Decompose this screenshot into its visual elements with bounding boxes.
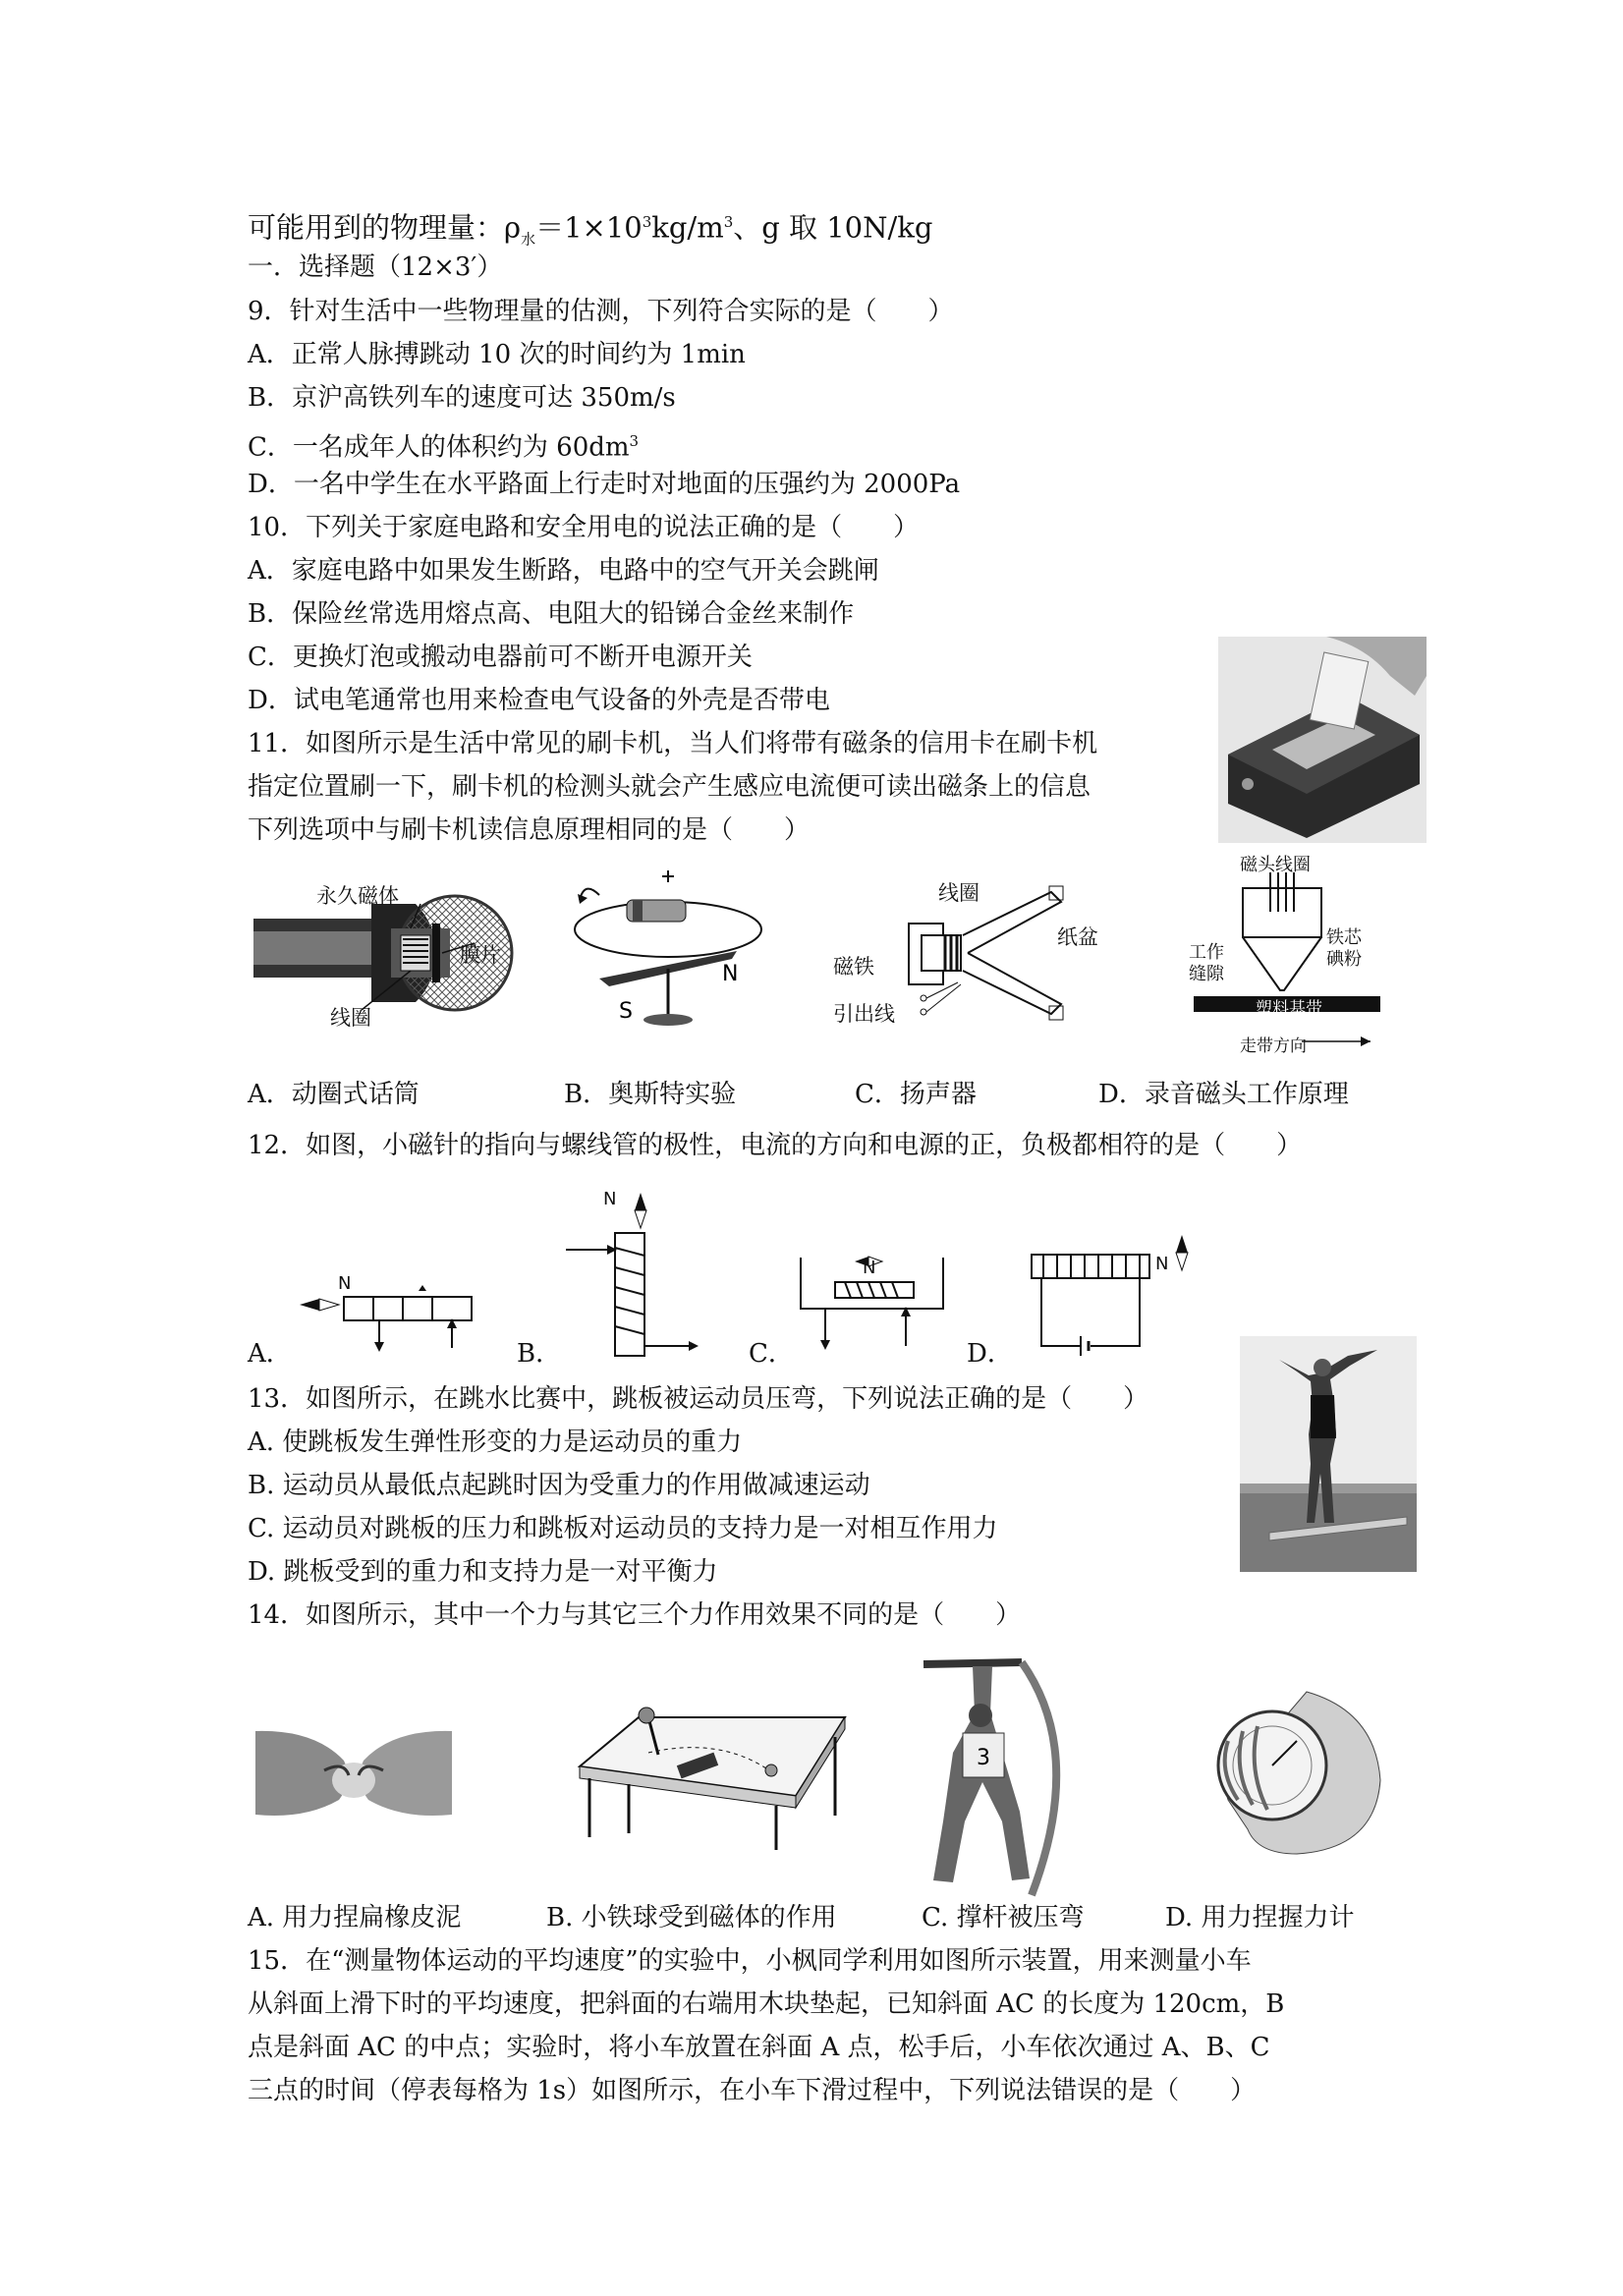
q15-stem-line3: 点是斜面 AC 的中点；实验时，将小车放置在斜面 A 点，松手后，小车依次通过 A、B、C <box>248 2033 1270 2062</box>
q13-stem: 13．如图所示，在跳水比赛中，跳板被运动员压弯，下列说法正确的是（ ） <box>248 1384 1149 1414</box>
q9-option-b[interactable]: B．京沪高铁列车的速度可达 350m/s <box>248 383 676 413</box>
q9-option-a[interactable]: A．正常人脉搏跳动 10 次的时间约为 1min <box>248 340 746 369</box>
speaker-label-coil: 线圈 <box>938 881 979 905</box>
q11-stem-line2: 指定位置刷一下，刷卡机的检测头就会产生感应电流便可读出磁条上的信息 <box>248 772 1091 802</box>
q11-stem-line1: 11．如图所示是生活中常见的刷卡机，当人们将带有磁条的信用卡在刷卡机 <box>248 729 1098 758</box>
mic-label-diaphragm: 膜片 <box>460 943 501 967</box>
constants-unit: kg/m <box>651 210 724 245</box>
solenoid-option-d <box>1022 1233 1199 1361</box>
head-label-gap2: 缝隙 <box>1189 964 1224 984</box>
q9-option-d[interactable]: D．一名中学生在水平路面上行走时对地面的压强约为 2000Pa <box>248 470 961 499</box>
head-label-direction: 走带方向 <box>1240 1036 1307 1056</box>
q12-option-d[interactable]: D． <box>967 1339 1013 1369</box>
q12-option-a[interactable]: A． <box>248 1339 292 1369</box>
pole-vault-photo <box>914 1654 1081 1900</box>
q10-option-b[interactable]: B．保险丝常选用熔点高、电阻大的铅锑合金丝来制作 <box>248 599 855 629</box>
q12-option-c[interactable]: C． <box>749 1339 794 1369</box>
q11-stem-line3: 下列选项中与刷卡机读信息原理相同的是（ ） <box>248 815 811 845</box>
q11-option-c[interactable]: C．扬声器 <box>855 1080 977 1109</box>
q11-option-a[interactable]: A．动圈式话筒 <box>248 1080 420 1109</box>
q10-option-c[interactable]: C．更换灯泡或搬动电器前可不断开电源开关 <box>248 643 753 672</box>
q10-option-d[interactable]: D．试电笔通常也用来检查电气设备的外壳是否带电 <box>248 686 830 715</box>
option-c-n-label: N <box>863 1258 876 1278</box>
q11-option-b[interactable]: B．奥斯特实验 <box>564 1080 737 1109</box>
q11-option-d[interactable]: D．录音磁头工作原理 <box>1098 1080 1349 1109</box>
q15-stem-line4: 三点的时间（停表每格为 1s）如图所示，在小车下滑过程中，下列说法错误的是（ ） <box>248 2076 1257 2105</box>
magnet-ball-photo <box>570 1698 855 1855</box>
grip-dynamometer-photo <box>1189 1682 1385 1859</box>
q9-stem: 9．针对生活中一些物理量的估测，下列符合实际的是（ ） <box>248 297 954 326</box>
q14-stem: 14．如图所示，其中一个力与其它三个力作用效果不同的是（ ） <box>248 1600 1022 1630</box>
constants-line <box>248 206 932 254</box>
speaker-label-cone: 纸盆 <box>1057 925 1098 949</box>
q13-option-c[interactable]: C. 运动员对跳板的压力和跳板对运动员的支持力是一对相互作用力 <box>248 1514 998 1543</box>
oersted-diagram <box>560 861 776 1037</box>
exponent-1: 3 <box>642 213 652 231</box>
head-label-core: 铁芯 <box>1326 927 1362 948</box>
q14-option-d[interactable]: D. 用力捏握力计 <box>1165 1903 1355 1932</box>
constants-prefix: 可能用到的物理量：ρ <box>248 210 522 245</box>
constants-mid: ＝1×10 <box>535 210 643 245</box>
q14-option-b[interactable]: B. 小铁球受到磁体的作用 <box>546 1903 837 1932</box>
oersted-label-n: N <box>722 962 739 986</box>
head-label-coil: 磁头线圈 <box>1240 855 1311 875</box>
q14-option-a[interactable]: A. 用力捏扁橡皮泥 <box>248 1903 462 1932</box>
q12-stem: 12．如图，小磁针的指向与螺线管的极性，电流的方向和电源的正，负极都相符的是（ ） <box>248 1131 1303 1160</box>
q13-option-a[interactable]: A. 使跳板发生弹性形变的力是运动员的重力 <box>248 1428 743 1457</box>
solenoid-option-b <box>556 1189 713 1366</box>
oersted-label-s: S <box>619 999 633 1024</box>
q15-stem-line2: 从斜面上滑下时的平均速度，把斜面的右端用木块垫起，已知斜面 AC 的长度为 120cm，B <box>248 1989 1285 2019</box>
q15-stem-line1: 15．在“测量物体运动的平均速度”的实验中，小枫同学利用如图所示装置，用来测量小车 <box>248 1946 1252 1976</box>
q9-option-c-text: C．一名成年人的体积约为 60dm <box>248 432 630 463</box>
squeeze-clay-photo <box>255 1721 452 1829</box>
q13-option-b[interactable]: B. 运动员从最低点起跳时因为受重力的作用做减速运动 <box>248 1471 870 1500</box>
mic-label-coil: 线圈 <box>330 1006 371 1030</box>
exponent-2: 3 <box>723 213 734 231</box>
speaker-label-magnet: 磁铁 <box>833 955 874 979</box>
option-b-n-label: N <box>603 1189 617 1209</box>
q9-option-c[interactable] <box>248 425 639 464</box>
mic-label-magnet: 永久磁体 <box>316 884 399 908</box>
diver-photo <box>1240 1336 1417 1572</box>
constants-rest: 、g 取 10N/kg <box>733 210 933 245</box>
q13-option-d[interactable]: D. 跳板受到的重力和支持力是一对平衡力 <box>248 1557 718 1587</box>
speaker-label-leads: 引出线 <box>833 1002 895 1026</box>
athlete-bib-number: 3 <box>977 1746 990 1770</box>
solenoid-option-a <box>295 1258 481 1356</box>
q9-option-c-exponent: 3 <box>629 432 640 450</box>
option-d-n-label: N <box>1155 1254 1169 1274</box>
rho-subscript: 水 <box>521 230 536 249</box>
q10-stem: 10．下列关于家庭电路和安全用电的说法正确的是（ ） <box>248 513 920 542</box>
card-reader-photo <box>1218 637 1427 843</box>
section-title: 一．选择题（12×3′） <box>248 252 503 282</box>
q10-option-a[interactable]: A．家庭电路中如果发生断路，电路中的空气开关会跳闸 <box>248 556 879 586</box>
option-a-n-label: N <box>338 1273 352 1294</box>
head-label-powder: 碘粉 <box>1326 949 1362 970</box>
head-label-tape: 塑料基带 <box>1256 999 1322 1019</box>
q12-option-b[interactable]: B． <box>517 1339 562 1369</box>
q14-option-c[interactable]: C. 撑杆被压弯 <box>922 1903 1085 1932</box>
head-label-gap1: 工作 <box>1189 942 1224 963</box>
